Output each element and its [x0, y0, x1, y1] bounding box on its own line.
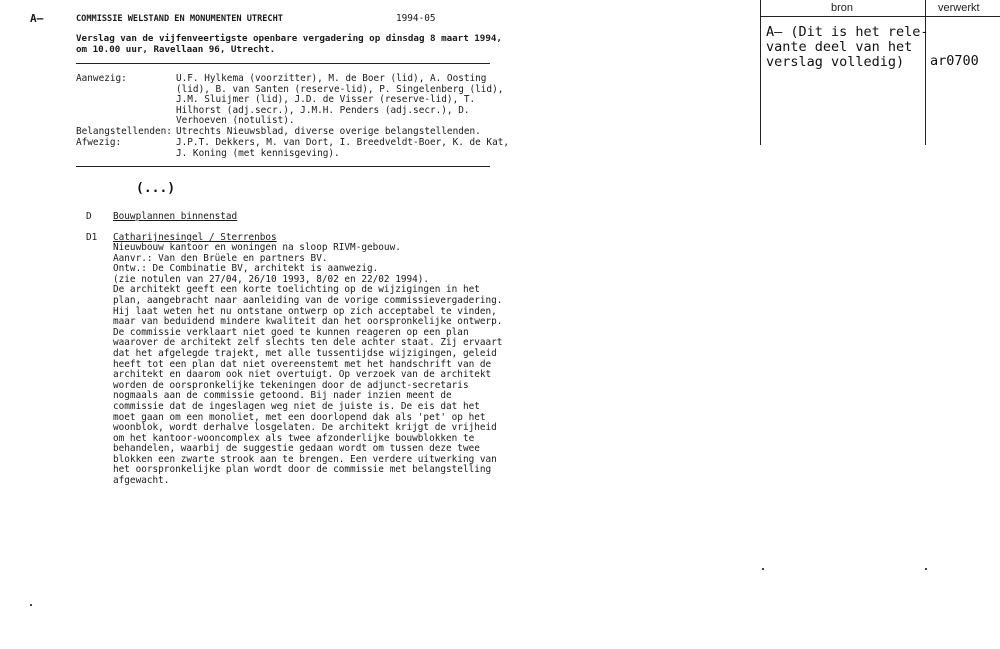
body-line: afgewacht. [113, 475, 170, 487]
organization-name: COMMISSIE WELSTAND EN MONUMENTEN UTRECHT [76, 14, 283, 24]
sidebar-column-divider [925, 0, 926, 145]
meeting-title-line1: Verslag van de vijfenveertigste openbare vergadering op dinsdag 8 maart 1994, [76, 33, 502, 44]
body-line: (zie notulen van 27/04, 26/10 1993, 8/02 en 22/02 1994). [113, 273, 430, 285]
scan-dot [925, 568, 927, 570]
present-line: Verhoeven (notulist). [176, 115, 295, 127]
body-line: maar van beduidend mindere kwaliteit dan het oorspronkelijke ontwerp. [113, 316, 503, 328]
body-line: blokken een zwarte strook aan te brengen. Een verdere uitwerking van [113, 453, 497, 465]
absent-label: Afwezig: [76, 137, 122, 148]
body-line: architekt en daarom ook niet overtuigt. Op verzoek van de architekt [113, 369, 492, 381]
item-body [113, 243, 502, 487]
absent-line: J.P.T. Dekkers, M. van Dort, I. Breedveldt-Boer, K. de Kat, [176, 137, 510, 148]
section-title: Bouwplannen binnenstad [113, 211, 238, 222]
body-line: nogmaals aan de commissie getoond. Bij nader inzien meent de [113, 390, 452, 402]
body-line: heeft tot een plan dat niet overeenstemt met het handschrift van de [113, 358, 492, 370]
header-divider [76, 63, 490, 64]
stakeholders-text: Utrechts Nieuwsblad, diverse overige belangstellenden. [176, 126, 481, 137]
body-line: behandelen, waarbij de suggestie gedaan wordt om tussen deze twee [113, 443, 480, 455]
column-header-bron: bron [831, 2, 854, 14]
attendance-divider [76, 166, 490, 167]
section-code: D [86, 211, 92, 222]
body-line: Nieuwbouw kantoor en woningen na sloop RIVM-gebouw. [113, 242, 401, 253]
body-line: De architekt geeft een korte toelichting op de wijzigingen in het [113, 284, 480, 296]
stakeholders-label: Belangstellenden: [76, 126, 172, 137]
item-title: Catharijnesingel / Sterrenbos [113, 232, 277, 243]
body-line: dat het afgelegde trajekt, met alle tussentijdse wijzigingen, geleid [113, 347, 497, 359]
omission-ellipsis: (...) [136, 181, 176, 196]
note-line: A— (Dit is het rele- [766, 24, 929, 40]
body-line: De commissie verklaart niet goed te kunnen reageren op een plan [113, 326, 469, 338]
scan-dot [762, 568, 764, 570]
present-line: Hilhorst (adj.secr.), J.M.H. Penders (adj.secr.), D. [176, 104, 470, 116]
body-line: het oorspronkelijke plan wordt door de commissie met belangstelling [113, 464, 492, 476]
page-marker: A— [30, 12, 44, 25]
note-line: verslag volledig) [766, 54, 905, 70]
present-line: U.F. Hylkema (voorzitter), M. de Boer (lid), A. Oosting [176, 73, 487, 84]
body-line: plan, aangebracht naar aanleiding van de vorige commissievergadering. [113, 294, 503, 306]
body-line: Ontw.: De Combinatie BV, architekt is aanwezig. [113, 263, 379, 275]
column-header-verwerkt: verwerkt [938, 2, 980, 14]
scan-dot [30, 604, 32, 606]
present-label: Aanwezig: [76, 73, 127, 84]
body-line: waarover de architekt zelf slechts ten dele achter staat. Zij ervaart [113, 337, 503, 349]
sidebar-header-divider [760, 16, 1000, 17]
body-line: woonblok, wordt derhalve losgelaten. De architekt krijgt de vrijheid [113, 422, 497, 434]
present-line: (lid), B. van Santen (reserve-lid), P. Singelenberg (lid), [176, 83, 504, 95]
note-line: vante deel van het [766, 39, 913, 55]
body-line: worden de oorspronkelijke tekeningen door de adjunct-secretaris [113, 379, 469, 391]
sidebar-left-border [760, 0, 761, 145]
body-line: Hij laat weten het nu ontstane ontwerp op zich acceptabel te vinden, [113, 305, 497, 317]
absent-line: J. Koning (met kennisgeving). [176, 147, 340, 159]
absent-list [176, 138, 509, 159]
item-code: D1 [86, 232, 98, 243]
document-code: 1994-05 [396, 13, 436, 24]
body-line: om het kantoor-wooncomplex als twee afzonderlijke bouwblokken te [113, 432, 475, 444]
body-line: moet gaan om een monoliet, met een doorlopend dak als 'pet' op het [113, 411, 486, 423]
archive-reference: ar0700 [930, 53, 979, 69]
body-line: commissie dat de ingeslagen weg niet de juiste is. De eis dat het [113, 400, 480, 412]
meeting-title-line2: om 10.00 uur, Ravellaan 96, Utrecht. [76, 44, 276, 55]
present-line: J.M. Sluijmer (lid), J.D. de Visser (reserve-lid), T. [176, 94, 476, 106]
sidebar-note [766, 25, 929, 70]
present-list [176, 74, 503, 127]
body-line: Aanvr.: Van den Brüele en partners BV. [113, 252, 328, 264]
